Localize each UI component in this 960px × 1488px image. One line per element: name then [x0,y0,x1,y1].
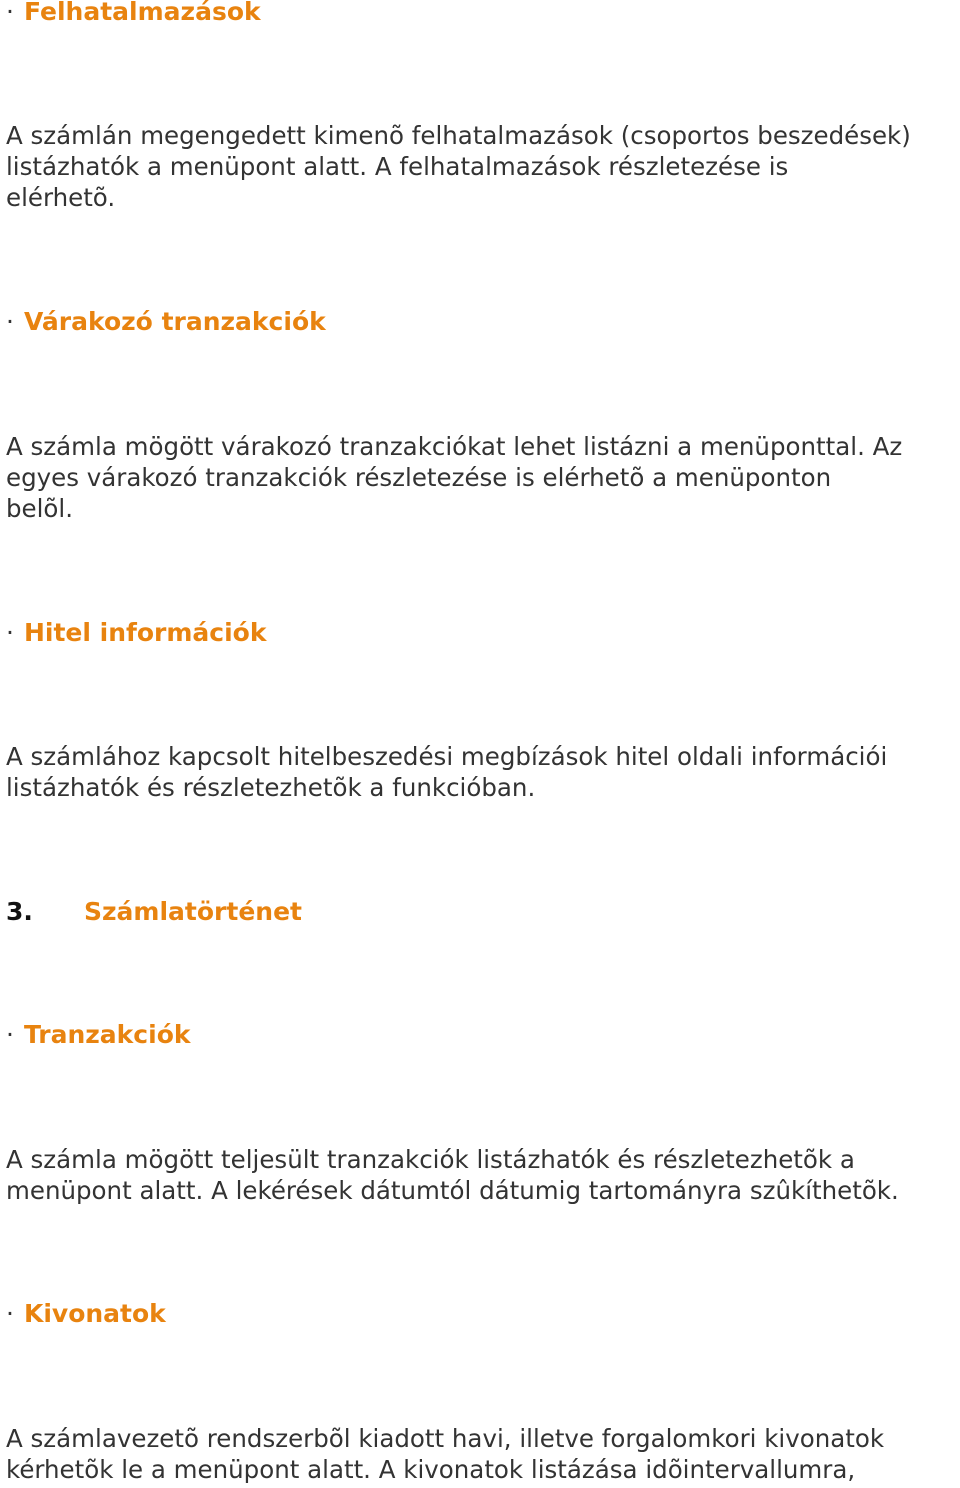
paragraph-kivonatok: A számlavezetõ rendszerbõl kiadott havi, illetve forgalomkori kivonatok kérhetõk le a menüpont alatt. A kivonatok listázása idõintervallumra, [6,1424,885,1484]
heading-felhatalmazasok [6,0,261,28]
paragraph-hitel-informaciok: A számlához kapcsolt hitelbeszedési megbízások hitel oldali információi listázhatók és részletezhetõk a funkcióban. [6,742,888,802]
heading-text: Felhatalmazások [23,0,261,26]
heading-varakozo-tranzakciok [6,306,326,338]
bullet-mark: · [6,1299,14,1328]
heading-szamlatortenet [6,896,302,928]
bullet-mark: · [6,1020,14,1049]
paragraph-tranzakciok: A számla mögött teljesült tranzakciók listázhatók és részletezhetõk a menüpont alatt. A lekérések dátumtól dátumig tartományra szûkíthetõk. [6,1145,899,1205]
heading-text: Várakozó tranzakciók [23,307,326,336]
heading-hitel-informaciok [6,617,266,649]
heading-text: Számlatörténet [84,897,302,926]
heading-text: Kivonatok [23,1299,166,1328]
heading-text: Tranzakciók [23,1020,191,1049]
heading-tranzakciok [6,1019,191,1051]
bullet-mark: · [6,0,14,26]
bullet-mark: · [6,618,14,647]
heading-kivonatok [6,1298,166,1330]
paragraph-felhatalmazasok: A számlán megengedett kimenõ felhatalmazások (csoportos beszedések) listázhatók a menüpont alatt. A felhatalmazások részletezése is elérhetõ. [6,121,911,212]
bullet-mark: · [6,307,14,336]
heading-text: Hitel információk [23,618,267,647]
section-number: 3. [6,897,33,926]
paragraph-varakozo-tranzakciok: A számla mögött várakozó tranzakciókat lehet listázni a menüponttal. Az egyes várakozó tranzakciók részletezése is elérhetõ a menüponton belõl. [6,432,903,523]
